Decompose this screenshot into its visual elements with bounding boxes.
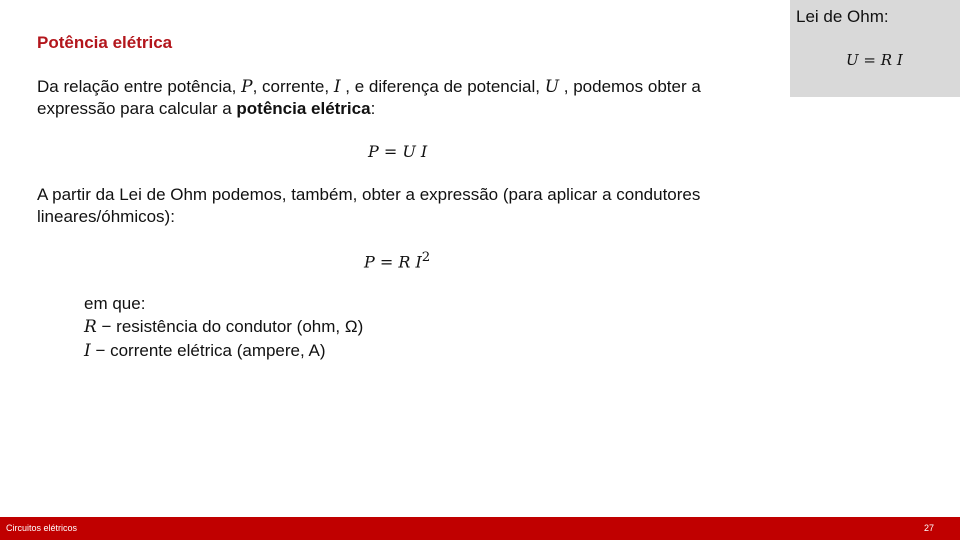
intro-paragraph [37,76,767,120]
intro-text-3: , e diferença de potencial, [340,77,545,96]
slide-title: Potência elétrica [37,33,173,52]
def-i-text: − corrente elétrica (ampere, A) [90,341,326,360]
eq2-lhs: P [364,252,375,272]
var-power: P [241,77,253,97]
def-i-var: I [84,341,91,361]
equation-power-ri2 [364,250,430,271]
intro-text-1: Da relação entre potência, [37,77,242,96]
eq2-exponent: 2 [421,250,431,265]
footer-bar [0,517,960,540]
var-voltage: U [544,77,560,97]
var-current: I [333,77,341,97]
page-number: 27 [923,523,934,533]
sidebox-equation [846,51,903,69]
definitions-intro: em que: [84,294,146,313]
definitions [84,292,363,363]
eq2-op: = [374,252,399,272]
eq2-a: R [398,252,411,272]
sidebox-title: Lei de Ohm: [796,7,889,26]
eq1-lhs: P [368,142,379,161]
eq1-b: I [415,142,428,161]
ohm-paragraph: A partir da Lei de Ohm podemos, também, obter a expressão (para aplicar a condutores lineares/óhmicos): [37,185,701,226]
def-r-text: − resistência do condutor (ohm, Ω) [96,317,364,336]
def-r-var: R [84,317,97,337]
definition-current [84,339,363,363]
intro-text-4: , podemos obter a expressão para calcular a [37,77,701,118]
intro-bold-term: potência elétrica [236,99,371,118]
eq1-op: = [378,142,403,161]
intro-text-5: : [370,99,376,118]
eq2-b: I [410,252,422,272]
eq1-a: U [402,142,416,161]
equation-power-ui [368,142,427,161]
definition-resistance [84,315,363,339]
sb-eq-b: I [892,51,903,69]
sb-eq-lhs: U [846,51,859,69]
footer-title: Circuitos elétricos [6,523,78,533]
ohm-law-sidebox [790,0,960,97]
sb-eq-a: R [880,51,893,69]
sb-eq-op: = [858,51,881,69]
intro-text-2: , corrente, [252,77,334,96]
